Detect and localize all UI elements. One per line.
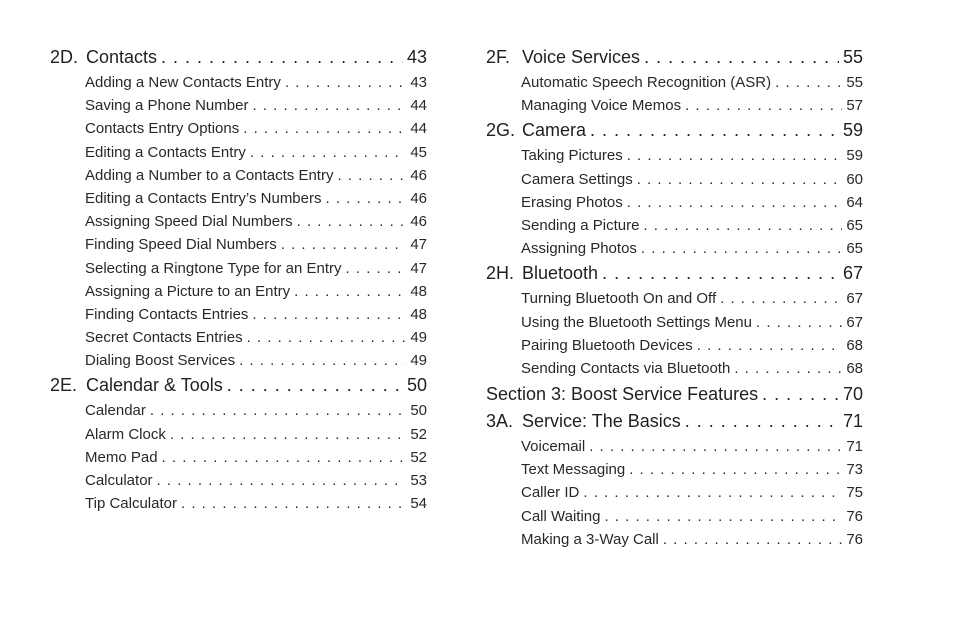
page-number: 48 — [410, 305, 427, 323]
page-number: 67 — [842, 263, 863, 284]
toc-item-dialing-boost-services[interactable] — [85, 349, 427, 372]
toc-entry-title — [486, 408, 681, 434]
page-number: 46 — [410, 166, 427, 184]
toc-item-memo-pad[interactable] — [85, 446, 427, 469]
dot-leader — [297, 210, 407, 233]
toc-chapter-voice-services[interactable] — [486, 44, 863, 70]
page-number: 68 — [846, 336, 863, 354]
dot-leader — [227, 372, 403, 398]
dot-leader — [150, 399, 406, 422]
toc-item-tip-calculator[interactable] — [85, 492, 427, 515]
chapter-number: 2H. — [486, 263, 515, 284]
toc-entry-title — [486, 117, 586, 143]
page-number: 50 — [406, 375, 427, 396]
toc-item-automatic-speech-recognition-asr[interactable] — [521, 71, 863, 94]
page-number: 57 — [846, 97, 863, 115]
dot-leader — [281, 233, 407, 256]
page-number: 59 — [846, 147, 863, 165]
toc-entry-title: Taking Pictures — [521, 147, 623, 165]
page-number: 67 — [846, 313, 863, 331]
toc-entry-title: Sending Contacts via Bluetooth — [521, 359, 731, 377]
toc-entry-title: Assigning Photos — [521, 240, 637, 258]
page-number: 64 — [846, 193, 863, 211]
chapter-number: 2G. — [486, 120, 516, 141]
toc-item-assigning-speed-dial-numbers[interactable] — [85, 210, 427, 233]
chapter-number: 2D. — [50, 47, 79, 67]
toc-item-caller-id[interactable] — [521, 481, 863, 504]
toc-chapter-bluetooth[interactable] — [486, 260, 863, 286]
toc-item-finding-contacts-entries[interactable] — [85, 303, 427, 326]
toc-item-text-messaging[interactable] — [521, 458, 863, 481]
toc-entry-title: Erasing Photos — [521, 193, 623, 211]
page-number: 68 — [846, 359, 863, 377]
toc-entry-title: Memo Pad — [85, 448, 158, 466]
dot-leader — [602, 260, 839, 286]
toc-item-adding-a-new-contacts-entry[interactable] — [85, 71, 427, 94]
page-number: 43 — [406, 47, 427, 67]
dot-leader — [252, 303, 406, 326]
page-number: 60 — [846, 170, 863, 188]
dot-leader — [346, 257, 407, 280]
page-number: 52 — [410, 448, 427, 466]
page-number: 75 — [846, 484, 863, 502]
dot-leader — [285, 71, 406, 94]
page-number: 71 — [846, 438, 863, 456]
chapter-number: 2F. — [486, 47, 511, 67]
dot-leader — [627, 191, 843, 214]
page-number: 43 — [410, 74, 427, 91]
page-number: 54 — [410, 495, 427, 513]
dot-leader — [663, 528, 842, 551]
toc-entry-title: Dialing Boost Services — [85, 352, 236, 370]
chapter-title: Bluetooth — [522, 263, 599, 284]
dot-leader — [247, 326, 407, 349]
page-number: 46 — [410, 213, 427, 231]
toc-item-sending-a-picture[interactable] — [521, 214, 863, 237]
page-number: 44 — [410, 120, 427, 138]
page-number: 65 — [846, 240, 863, 258]
toc-entry-title: Saving a Phone Number — [85, 97, 249, 115]
dot-leader — [589, 435, 842, 458]
page-number: 47 — [410, 236, 427, 254]
toc-entry-title: Selecting a Ringtone Type for an Entry — [85, 259, 342, 277]
toc-item-calculator[interactable] — [85, 469, 427, 492]
toc-left-column — [50, 44, 427, 515]
dot-leader — [756, 311, 842, 334]
toc-item-finding-speed-dial-numbers[interactable] — [85, 233, 427, 256]
page-number: 53 — [410, 472, 427, 489]
toc-chapter-contacts[interactable] — [50, 44, 427, 70]
toc-item-contacts-entry-options[interactable] — [85, 117, 427, 140]
page-number: 55 — [846, 74, 863, 91]
toc-item-calendar[interactable] — [85, 399, 427, 422]
toc-item-call-waiting[interactable] — [521, 505, 863, 528]
chapter-number: 3A. — [486, 411, 514, 432]
toc-item-erasing-photos[interactable] — [521, 191, 863, 214]
page-number: 46 — [410, 189, 427, 207]
toc-entry-title: Tip Calculator — [85, 495, 177, 513]
chapter-number: 2E. — [50, 375, 78, 396]
toc-entry-title: Making a 3-Way Call — [521, 530, 659, 548]
toc-entry-title: Finding Contacts Entries — [85, 305, 249, 323]
toc-entry-title: Camera Settings — [521, 170, 633, 188]
dot-leader — [644, 44, 839, 70]
dot-leader — [720, 287, 842, 310]
toc-item-sending-contacts-via-bluetooth[interactable] — [521, 357, 863, 380]
toc-item-turning-bluetooth-on-and-off[interactable] — [521, 287, 863, 310]
toc-item-making-a-3-way-call[interactable] — [521, 528, 863, 551]
dot-leader — [583, 481, 842, 504]
toc-item-secret-contacts-entries[interactable] — [85, 326, 427, 349]
dot-leader — [161, 44, 403, 70]
toc-entry-title: Caller ID — [521, 484, 580, 502]
toc-entry-title: Turning Bluetooth On and Off — [521, 290, 717, 308]
toc-entry-title: Assigning Speed Dial Numbers — [85, 213, 293, 231]
toc-entry-title: Finding Speed Dial Numbers — [85, 236, 277, 254]
page-number: 50 — [410, 402, 427, 420]
toc-item-adding-a-number-to-a-contacts-entry[interactable] — [85, 164, 427, 187]
page-number: 49 — [410, 352, 427, 370]
toc-entry-title: Automatic Speech Recognition (ASR) — [521, 74, 772, 91]
toc-entry-title: Voicemail — [521, 438, 586, 456]
toc-chapter-camera[interactable] — [486, 117, 863, 143]
toc-entry-title: Adding a New Contacts Entry — [85, 74, 281, 91]
toc-entry-title: Pairing Bluetooth Devices — [521, 336, 693, 354]
dot-leader — [294, 280, 406, 303]
toc-entry-title — [486, 260, 598, 286]
dot-leader — [629, 458, 842, 481]
toc-item-saving-a-phone-number[interactable] — [85, 94, 427, 117]
dot-leader — [326, 187, 407, 210]
dot-leader — [181, 492, 406, 515]
toc-item-managing-voice-memos[interactable] — [521, 94, 863, 117]
chapter-title: Service: The Basics — [522, 411, 681, 432]
toc-entry-title: Assigning a Picture to an Entry — [85, 282, 291, 300]
chapter-title: Camera — [522, 120, 587, 141]
dot-leader — [170, 423, 406, 446]
dot-leader — [685, 94, 842, 117]
page-number: 45 — [410, 143, 427, 161]
dot-leader — [250, 141, 406, 164]
dot-leader — [734, 357, 842, 380]
page-number: 59 — [842, 120, 863, 141]
chapter-title: Contacts — [86, 47, 158, 67]
toc-section-section-3-boost-service-features[interactable] — [486, 380, 863, 408]
dot-leader — [775, 71, 842, 94]
page-number: 76 — [846, 507, 863, 525]
dot-leader — [637, 168, 843, 191]
page-number: 49 — [410, 329, 427, 347]
toc-entry-title — [50, 44, 157, 70]
toc-entry-title: Editing a Contacts Entry — [85, 143, 246, 161]
toc-item-camera-settings[interactable] — [521, 168, 863, 191]
page-number: 65 — [846, 216, 863, 234]
toc-entry-title: Calendar — [85, 402, 146, 420]
dot-leader — [337, 164, 406, 187]
toc-entry-title: Managing Voice Memos — [521, 97, 682, 115]
page-number: 70 — [842, 384, 863, 405]
toc-right-column — [486, 44, 863, 551]
dot-leader — [239, 349, 406, 372]
dot-leader — [590, 117, 839, 143]
toc-entry-title: Section 3: Boost Service Features — [486, 384, 759, 405]
toc-entry-title: Secret Contacts Entries — [85, 329, 243, 347]
toc-entry-title: Alarm Clock — [85, 425, 166, 443]
toc-entry-title: Text Messaging — [521, 461, 626, 479]
toc-item-editing-a-contacts-entry[interactable] — [85, 141, 427, 164]
page-number: 52 — [410, 425, 427, 443]
dot-leader — [762, 380, 839, 408]
page-number: 48 — [410, 282, 427, 300]
page-number: 67 — [846, 290, 863, 308]
page-number: 71 — [842, 411, 863, 432]
chapter-title: Voice Services — [522, 47, 641, 67]
toc-item-using-the-bluetooth-settings-menu[interactable] — [521, 311, 863, 334]
toc-entry-title — [486, 44, 640, 70]
dot-leader — [641, 237, 842, 260]
toc-item-alarm-clock[interactable] — [85, 423, 427, 446]
toc-entry-title: Using the Bluetooth Settings Menu — [521, 313, 752, 331]
toc-item-selecting-a-ringtone-type-for-an-entry[interactable] — [85, 257, 427, 280]
toc-item-pairing-bluetooth-devices[interactable] — [521, 334, 863, 357]
dot-leader — [243, 117, 406, 140]
toc-entry-title: Sending a Picture — [521, 216, 640, 234]
page-number: 47 — [410, 259, 427, 277]
toc-entry-title: Call Waiting — [521, 507, 601, 525]
toc-item-assigning-photos[interactable] — [521, 237, 863, 260]
page-number: 73 — [846, 461, 863, 479]
toc-item-editing-a-contacts-entry-s-numbers[interactable] — [85, 187, 427, 210]
page-number: 76 — [846, 530, 863, 548]
toc-entry-title: Calculator — [85, 472, 153, 489]
page-number: 55 — [842, 47, 863, 67]
dot-leader — [697, 334, 843, 357]
dot-leader — [604, 505, 842, 528]
dot-leader — [252, 94, 406, 117]
toc-entry-title: Editing a Contacts Entry’s Numbers — [85, 189, 322, 207]
dot-leader — [685, 408, 839, 434]
dot-leader — [627, 144, 843, 167]
dot-leader — [162, 446, 407, 469]
chapter-title: Calendar & Tools — [86, 375, 223, 396]
toc-entry-title: Contacts Entry Options — [85, 120, 240, 138]
dot-leader — [643, 214, 842, 237]
toc-entry-title: Adding a Number to a Contacts Entry — [85, 166, 334, 184]
toc-item-taking-pictures[interactable] — [521, 144, 863, 167]
toc-item-voicemail[interactable] — [521, 435, 863, 458]
toc-chapter-service-the-basics[interactable] — [486, 408, 863, 434]
toc-item-assigning-a-picture-to-an-entry[interactable] — [85, 280, 427, 303]
toc-chapter-calendar-tools[interactable] — [50, 372, 427, 398]
dot-leader — [157, 469, 407, 492]
page-number: 44 — [410, 97, 427, 115]
toc-entry-title — [50, 372, 223, 398]
